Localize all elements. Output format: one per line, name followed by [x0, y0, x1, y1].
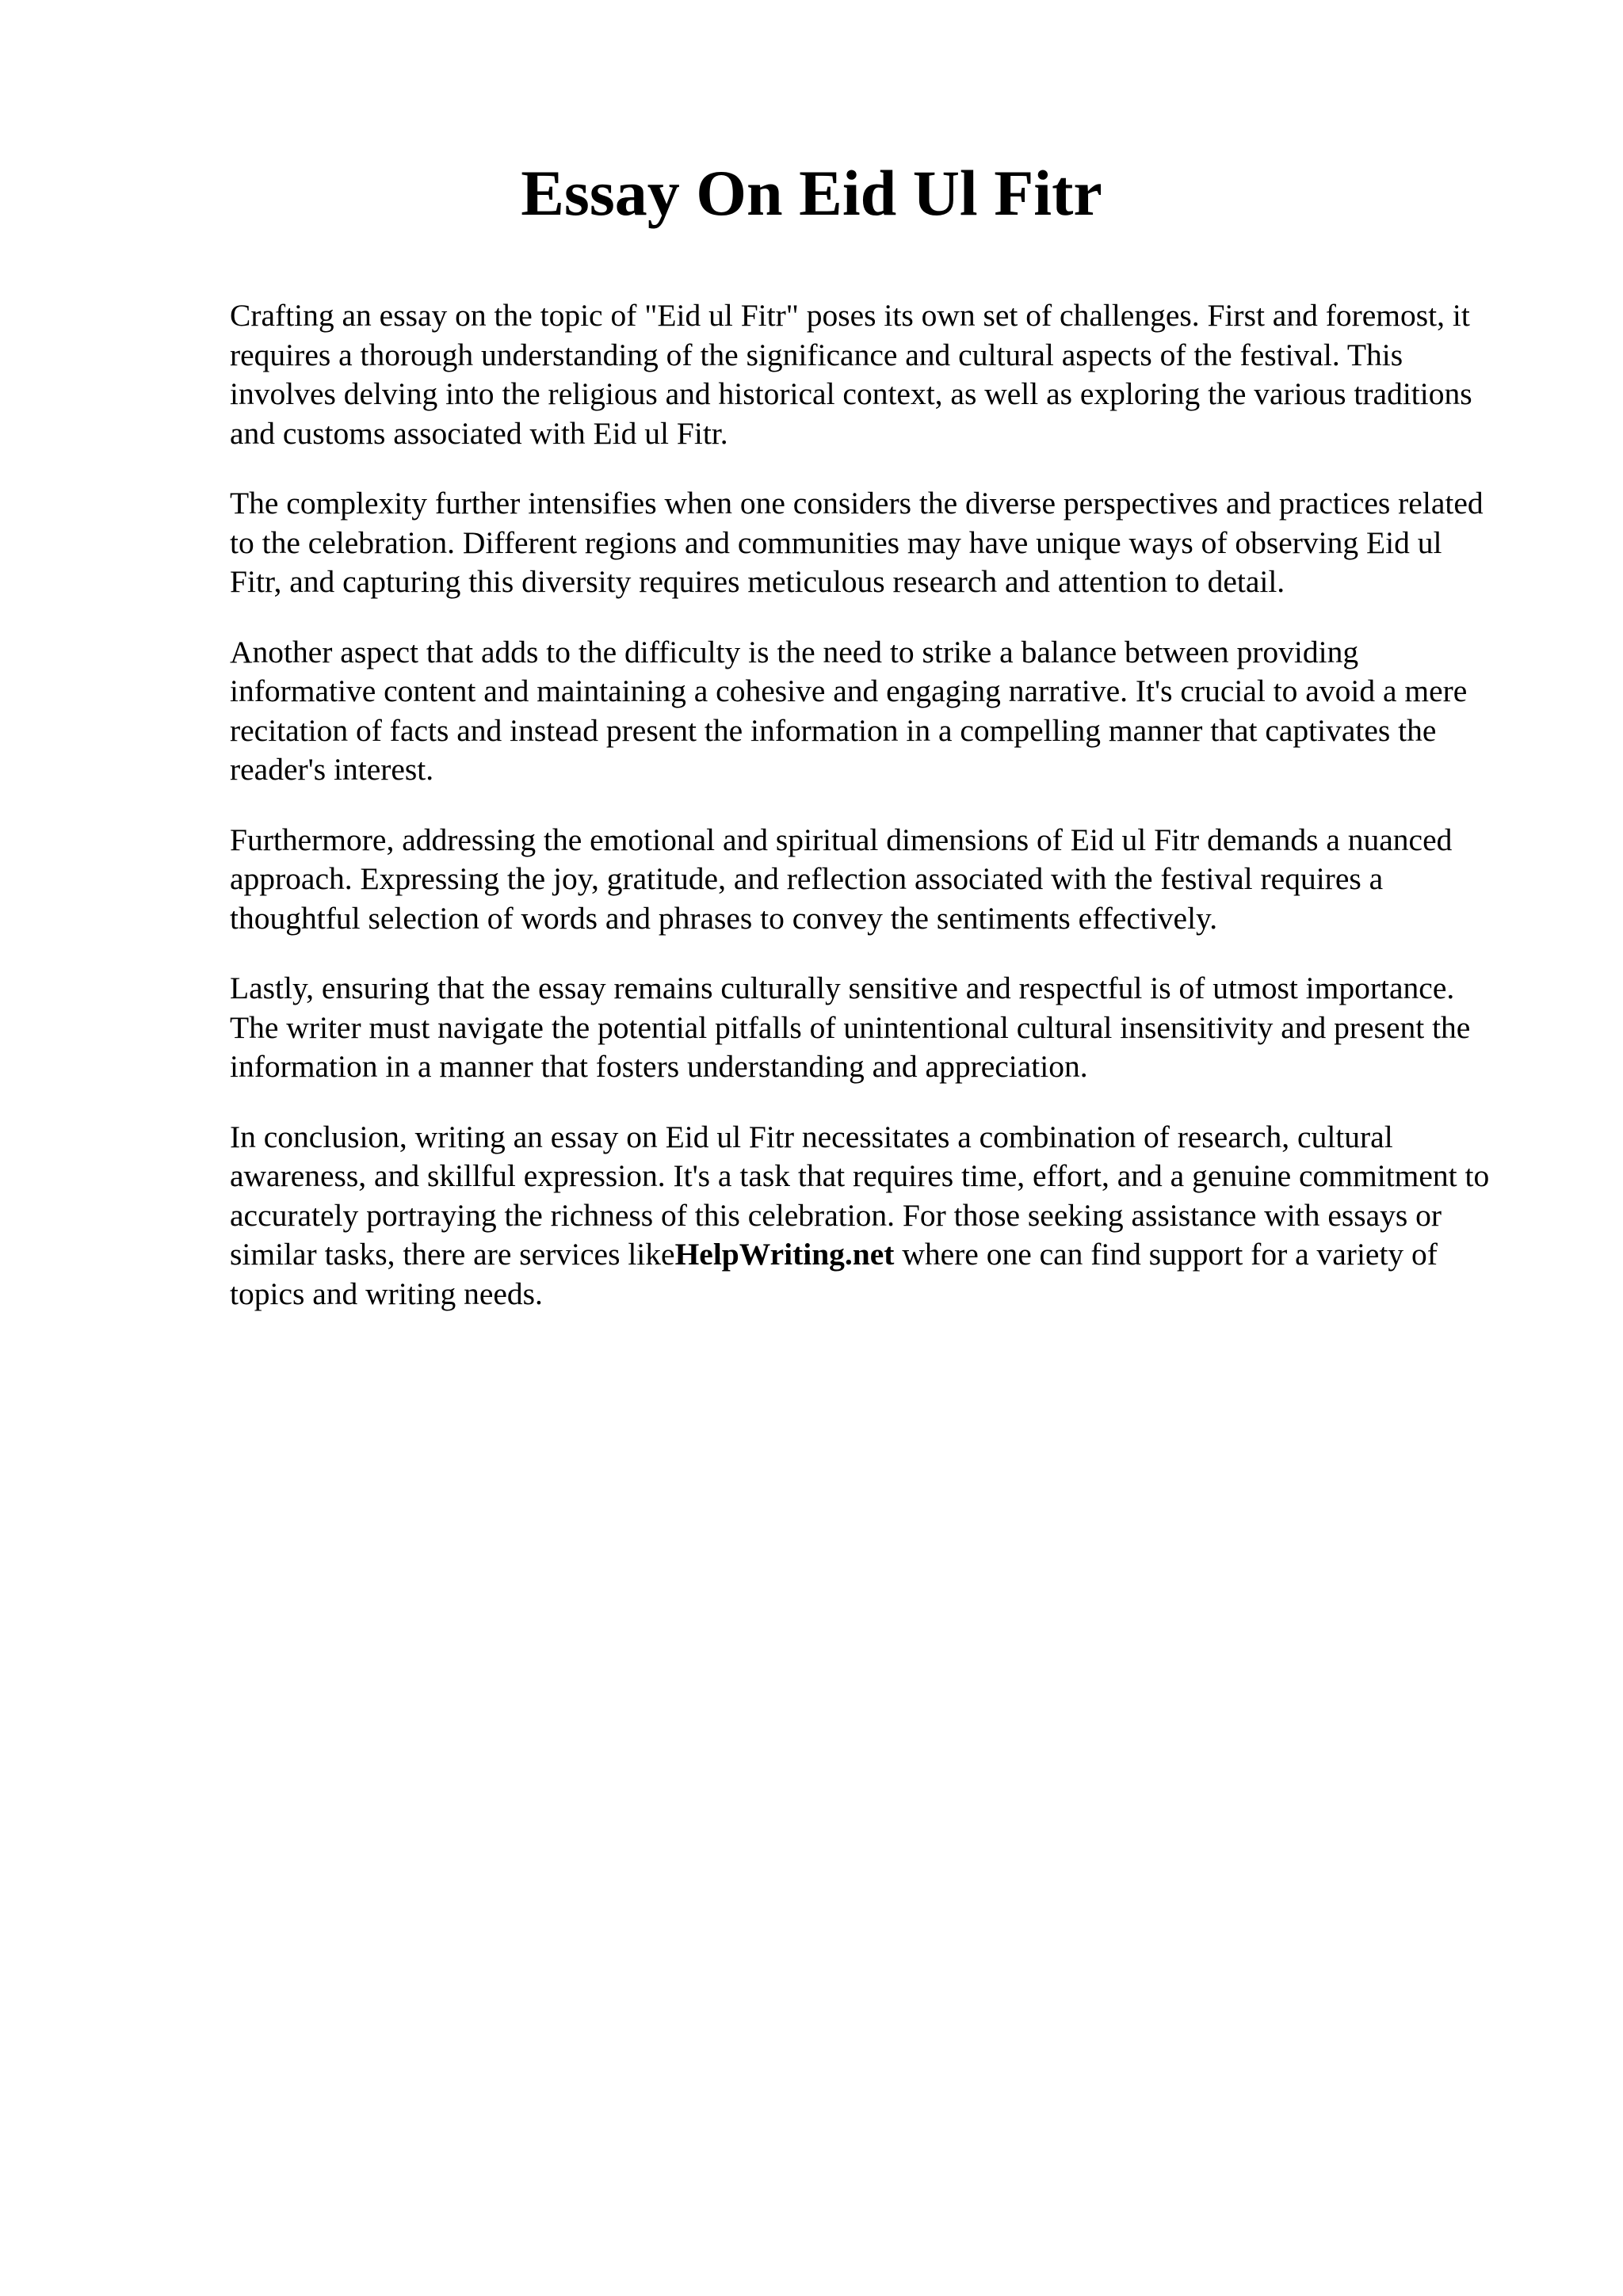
essay-body [230, 296, 1490, 1344]
conclusion-paragraph [230, 1118, 1490, 1314]
paragraph-3: Another aspect that adds to the difficulty is the need to strike a balance between providing informative content and maintaining a cohesive and engaging narrative. It's crucial to avoid a mere recitation of facts and instead present the information in a compelling manner that captivates the reader's interest. [230, 634, 1468, 787]
paragraph-5: Lastly, ensuring that the essay remains culturally sensitive and respectful is of utmost importance. The writer must navigate the potential pitfalls of unintentional cultural insensitivity and present the information in a manner that fosters understanding and appreciation. [230, 971, 1471, 1084]
conclusion-text-before: In conclusion, writing an essay on Eid ul Fitr necessitates a combination of research, cultural awareness, and skillful expression. It's a task that requires time, effort, and a genuine commitment to accurately portraying the richness of this celebration. For those seeking assistance with essays or similar tasks, there are services like [230, 1119, 1490, 1272]
paragraph-2: The complexity further intensifies when one considers the diverse perspectives and practices related to the celebration. Different regions and communities may have unique ways of observing Eid ul Fitr, and capturing this diversity requires meticulous research and attention to detail. [230, 486, 1484, 599]
paragraph-4: Furthermore, addressing the emotional and spiritual dimensions of Eid ul Fitr demands a nuanced approach. Expressing the joy, gratitude, and reflection associated with the festival requires a thoughtful selection of words and phrases to convey the sentiments effectively. [230, 822, 1453, 936]
helpwriting-link[interactable]: HelpWriting.net [674, 1237, 895, 1272]
paragraph-1: Crafting an essay on the topic of "Eid ul Fitr" poses its own set of challenges. First and foremost, it requires a thorough understanding of the significance and cultural aspects of the festival. This involves delving into the religious and historical context, as well as exploring the various traditions and customs associated with Eid ul Fitr. [230, 298, 1472, 451]
essay-title: Essay On Eid Ul Fitr [521, 157, 1102, 229]
conclusion-text-after: where one can find support for a variety of topics and writing needs. [230, 1237, 1438, 1311]
